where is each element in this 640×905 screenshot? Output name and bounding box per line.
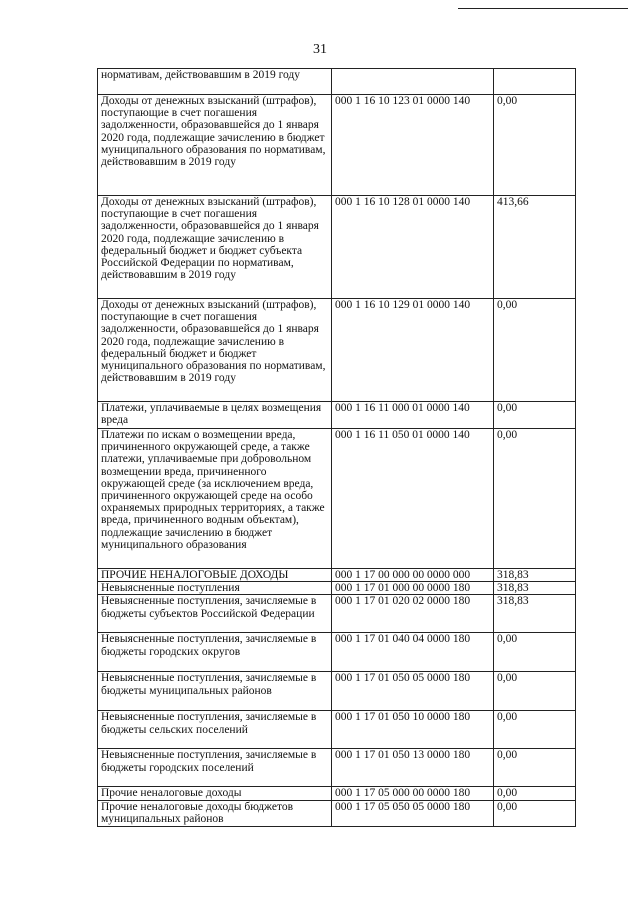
revenue-name-cell: Доходы от денежных взысканий (штрафов), поступающие в счет погашения задолженности, образовавшейся до 1 января 2020 года, подлежащие зачислению в бюджет муниципального образования по нормативам, действовавшим в 2019 году bbox=[98, 95, 332, 196]
budget-code-cell: 000 1 17 01 000 00 0000 180 bbox=[332, 582, 494, 595]
table-row bbox=[98, 800, 576, 826]
amount-cell: 318,83 bbox=[494, 582, 576, 595]
revenue-name-cell: Платежи по искам о возмещении вреда, причиненного окружающей среде, а также платежи, уплачиваемые при добровольном возмещении вреда, причиненного окружающей среде (за исключением вреда, причиненного окружающей среде на особо охраняемых природных территориях, а также вреда, причиненного водным объектам), подлежащие зачислению в бюджет муниципального образования bbox=[98, 429, 332, 569]
revenue-name-cell: Доходы от денежных взысканий (штрафов), поступающие в счет погашения задолженности, образовавшейся до 1 января 2020 года, подлежащие зачислению в федеральный бюджет и бюджет субъекта Российской Федерации по нормативам, действовавшим в 2019 году bbox=[98, 196, 332, 299]
table-row bbox=[98, 633, 576, 672]
table-row bbox=[98, 749, 576, 787]
amount-cell: 0,00 bbox=[494, 95, 576, 196]
table-row bbox=[98, 711, 576, 749]
budget-code-cell: 000 1 17 01 050 13 0000 180 bbox=[332, 749, 494, 787]
table-row bbox=[98, 299, 576, 402]
table-row bbox=[98, 402, 576, 429]
amount-cell: 0,00 bbox=[494, 299, 576, 402]
revenue-name-cell: нормативам, действовавшим в 2019 году bbox=[98, 69, 332, 95]
table-row bbox=[98, 582, 576, 595]
amount-cell: 0,00 bbox=[494, 429, 576, 569]
revenue-name-cell: Невыясненные поступления, зачисляемые в бюджеты городских округов bbox=[98, 633, 332, 672]
revenue-table bbox=[97, 68, 576, 827]
revenue-name-cell: ПРОЧИЕ НЕНАЛОГОВЫЕ ДОХОДЫ bbox=[98, 569, 332, 582]
amount-cell: 0,00 bbox=[494, 402, 576, 429]
amount-cell: 0,00 bbox=[494, 672, 576, 711]
budget-code-cell: 000 1 16 10 129 01 0000 140 bbox=[332, 299, 494, 402]
revenue-name-cell: Доходы от денежных взысканий (штрафов), поступающие в счет погашения задолженности, образовавшейся до 1 января 2020 года, подлежащие зачислению в федеральный бюджет и бюджет муниципального образования по нормативам, действовавшим в 2019 году bbox=[98, 299, 332, 402]
amount-cell: 0,00 bbox=[494, 787, 576, 800]
table-row bbox=[98, 95, 576, 196]
revenue-name-cell: Платежи, уплачиваемые в целях возмещения вреда bbox=[98, 402, 332, 429]
budget-code-cell: 000 1 17 05 000 00 0000 180 bbox=[332, 787, 494, 800]
budget-code-cell: 000 1 17 01 050 05 0000 180 bbox=[332, 672, 494, 711]
amount-cell: 413,66 bbox=[494, 196, 576, 299]
revenue-name-cell: Невыясненные поступления, зачисляемые в бюджеты городских поселений bbox=[98, 749, 332, 787]
revenue-name-cell: Невыясненные поступления, зачисляемые в бюджеты муниципальных районов bbox=[98, 672, 332, 711]
budget-code-cell: 000 1 17 01 050 10 0000 180 bbox=[332, 711, 494, 749]
budget-code-cell: 000 1 17 00 000 00 0000 000 bbox=[332, 569, 494, 582]
revenue-name-cell: Невыясненные поступления bbox=[98, 582, 332, 595]
amount-cell: 0,00 bbox=[494, 749, 576, 787]
budget-code-cell: 000 1 17 01 020 02 0000 180 bbox=[332, 595, 494, 633]
budget-code-cell: 000 1 16 11 050 01 0000 140 bbox=[332, 429, 494, 569]
table-row bbox=[98, 595, 576, 633]
budget-code-cell: 000 1 16 10 123 01 0000 140 bbox=[332, 95, 494, 196]
page-number: 31 bbox=[313, 42, 327, 57]
table-row bbox=[98, 69, 576, 95]
budget-code-cell: 000 1 17 05 050 05 0000 180 bbox=[332, 800, 494, 826]
budget-code-cell: 000 1 16 11 000 01 0000 140 bbox=[332, 402, 494, 429]
budget-code-cell: 000 1 16 10 128 01 0000 140 bbox=[332, 196, 494, 299]
amount-cell: 0,00 bbox=[494, 633, 576, 672]
budget-code-cell: 000 1 17 01 040 04 0000 180 bbox=[332, 633, 494, 672]
table-row bbox=[98, 429, 576, 569]
amount-cell: 0,00 bbox=[494, 800, 576, 826]
revenue-name-cell: Невыясненные поступления, зачисляемые в бюджеты сельских поселений bbox=[98, 711, 332, 749]
table-row bbox=[98, 196, 576, 299]
table-row bbox=[98, 569, 576, 582]
header-rule bbox=[458, 8, 628, 9]
amount-cell: 0,00 bbox=[494, 711, 576, 749]
table-row bbox=[98, 672, 576, 711]
budget-code-cell bbox=[332, 69, 494, 95]
amount-cell: 318,83 bbox=[494, 595, 576, 633]
revenue-name-cell: Прочие неналоговые доходы bbox=[98, 787, 332, 800]
revenue-name-cell: Прочие неналоговые доходы бюджетов муниципальных районов bbox=[98, 800, 332, 826]
revenue-name-cell: Невыясненные поступления, зачисляемые в бюджеты субъектов Российской Федерации bbox=[98, 595, 332, 633]
amount-cell: 318,83 bbox=[494, 569, 576, 582]
table-row bbox=[98, 787, 576, 800]
amount-cell bbox=[494, 69, 576, 95]
